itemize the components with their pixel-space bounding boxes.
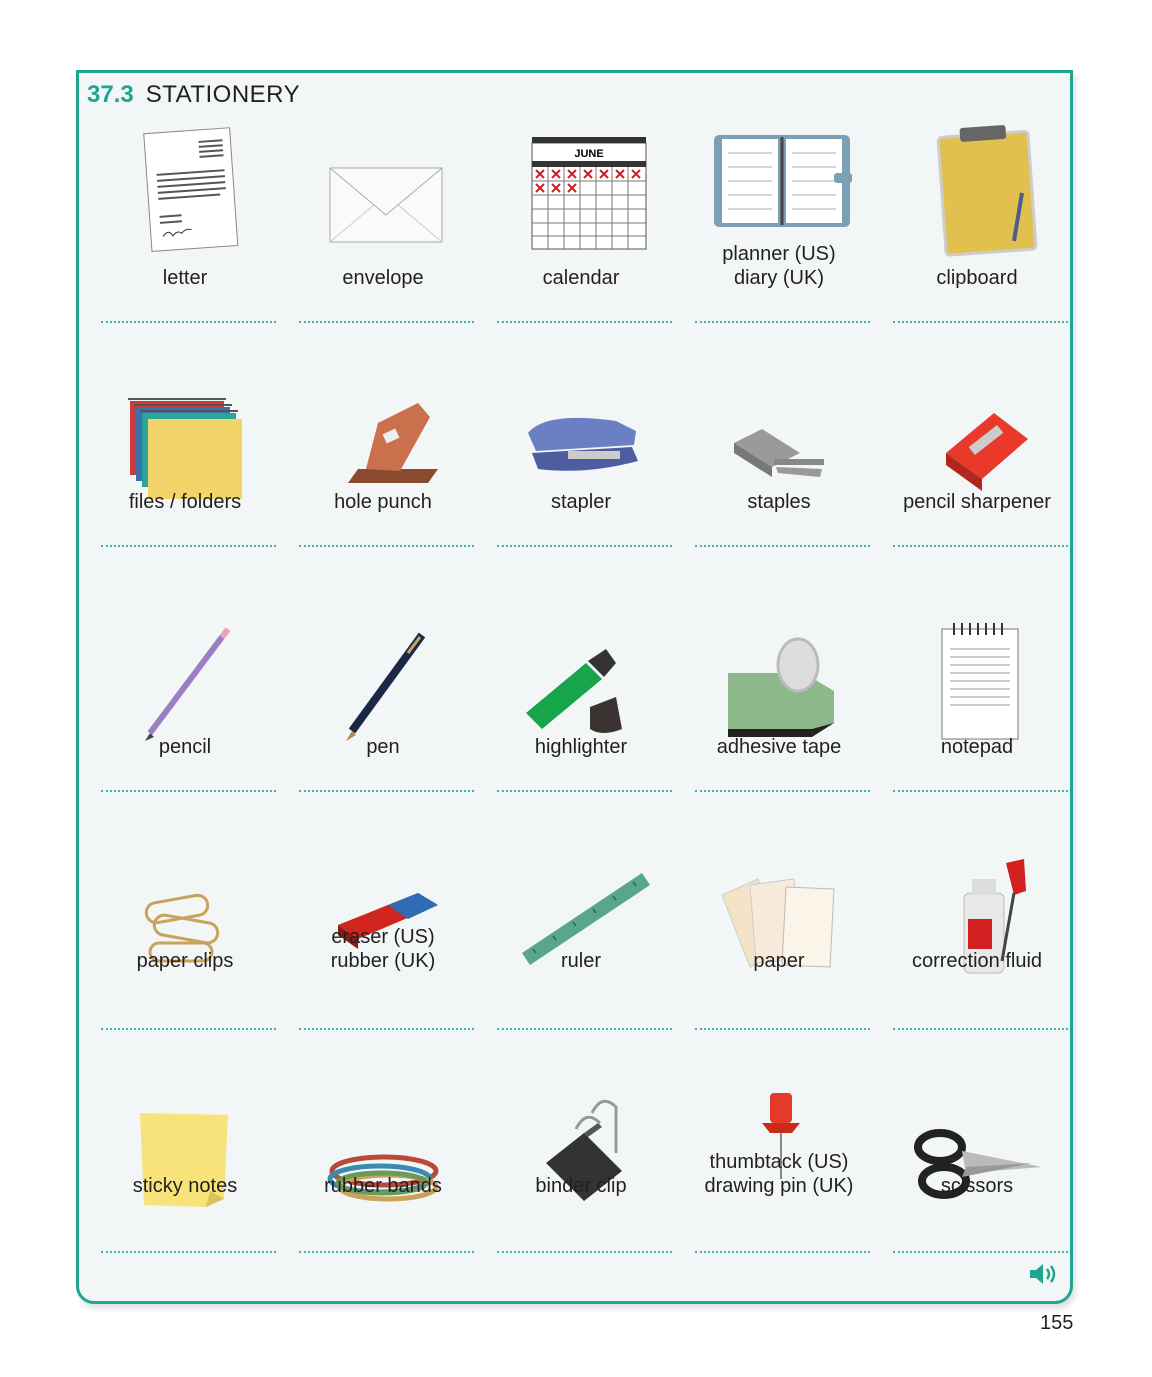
answer-line[interactable] [101, 1028, 276, 1030]
answer-line[interactable] [893, 545, 1068, 547]
vocab-label-line: calendar [542, 267, 620, 289]
answer-line[interactable] [101, 1251, 276, 1253]
answer-line[interactable] [893, 790, 1068, 792]
answer-line[interactable] [695, 1251, 870, 1253]
vocab-label [482, 1174, 680, 1198]
answer-line[interactable] [299, 321, 474, 323]
answer-line[interactable] [101, 321, 276, 323]
answer-line[interactable] [497, 1251, 672, 1253]
rubber-bands-icon [308, 1083, 458, 1223]
vocab-label-line: rubber (UK) [330, 950, 436, 972]
stationery-panel [76, 70, 1073, 1304]
answer-line[interactable] [497, 545, 672, 547]
vocab-label-line: eraser (US) [331, 926, 435, 948]
vocab-label [284, 1174, 482, 1198]
vocab-label-line: binder clip [535, 1175, 627, 1197]
vocab-label-line: highlighter [534, 736, 628, 758]
vocab-label-line: correction fluid [911, 950, 1043, 972]
vocab-label [482, 949, 680, 973]
vocab-label-line: letter [162, 267, 208, 289]
vocab-label [878, 490, 1076, 514]
answer-line[interactable] [893, 1251, 1068, 1253]
page-number: 155 [1040, 1312, 1074, 1334]
answer-line[interactable] [101, 790, 276, 792]
vocab-label-line: ruler [560, 950, 601, 972]
notepad-icon [902, 613, 1052, 753]
answer-line[interactable] [299, 1028, 474, 1030]
clipboard-icon [902, 123, 1052, 263]
vocab-label [878, 735, 1076, 759]
answer-line[interactable] [695, 321, 870, 323]
vocab-label [86, 266, 284, 290]
answer-line[interactable] [101, 545, 276, 547]
vocab-label [878, 949, 1076, 973]
vocab-label [284, 266, 482, 290]
vocab-label-line: paper clips [136, 950, 234, 972]
answer-line[interactable] [893, 321, 1068, 323]
vocab-label-line: thumbtack (US) [709, 1151, 849, 1173]
vocab-label [86, 490, 284, 514]
pencil-icon [110, 613, 260, 753]
vocab-label-line: staples [747, 491, 811, 513]
vocab-label-line: clipboard [936, 267, 1018, 289]
answer-line[interactable] [497, 1028, 672, 1030]
answer-line[interactable] [299, 545, 474, 547]
highlighter-icon [506, 613, 656, 753]
sticky-notes-icon [110, 1083, 260, 1223]
vocab-label-line: pencil sharpener [903, 491, 1051, 513]
vocab-label-line: paper [753, 950, 805, 972]
vocab-label-line: pen [366, 736, 400, 758]
vocab-label-line: scissors [940, 1175, 1014, 1197]
vocab-label [482, 735, 680, 759]
vocab-label-line: stapler [550, 491, 612, 513]
vocab-label [878, 1174, 1076, 1198]
answer-line[interactable] [695, 790, 870, 792]
answer-line[interactable] [497, 321, 672, 323]
answer-line[interactable] [497, 790, 672, 792]
vocab-label-line: files / folders [128, 491, 242, 513]
vocab-label-line: adhesive tape [716, 736, 842, 758]
section-title: STATIONERY [145, 81, 301, 108]
vocab-label-line: rubber bands [324, 1175, 442, 1197]
vocab-label [86, 949, 284, 973]
scissors-icon [902, 1083, 1052, 1223]
tape-dispenser-icon [704, 613, 854, 753]
vocab-label [86, 1174, 284, 1198]
vocab-label-line: drawing pin (UK) [704, 1175, 854, 1197]
svg-text:JUNE: JUNE [574, 148, 604, 160]
section-number: 37.3 [87, 81, 134, 108]
binder-clip-icon [506, 1083, 656, 1223]
vocab-label-line: planner (US) [722, 243, 836, 265]
vocab-label [284, 490, 482, 514]
vocab-label [680, 735, 878, 759]
letter-icon [110, 123, 260, 263]
vocab-label-line: hole punch [334, 491, 432, 513]
speaker-icon[interactable] [1028, 1261, 1058, 1287]
answer-line[interactable] [299, 790, 474, 792]
section-heading [87, 81, 300, 109]
vocab-label-line: diary (UK) [733, 267, 824, 289]
answer-line[interactable] [299, 1251, 474, 1253]
answer-line[interactable] [893, 1028, 1068, 1030]
vocab-label [680, 949, 878, 973]
pen-icon [308, 613, 458, 753]
vocab-label-line: notepad [940, 736, 1014, 758]
calendar-icon [506, 123, 656, 263]
vocab-label [86, 735, 284, 759]
vocab-label-line: pencil [158, 736, 212, 758]
vocab-label [680, 490, 878, 514]
envelope-icon [308, 123, 458, 263]
vocab-label [680, 1150, 878, 1198]
vocab-label [284, 735, 482, 759]
vocab-label [878, 266, 1076, 290]
vocab-label [284, 925, 482, 973]
vocab-label [482, 266, 680, 290]
vocab-label-line: envelope [342, 267, 424, 289]
vocab-label [482, 490, 680, 514]
vocab-label [680, 242, 878, 290]
answer-line[interactable] [695, 1028, 870, 1030]
answer-line[interactable] [695, 545, 870, 547]
vocab-label-line: sticky notes [132, 1175, 238, 1197]
